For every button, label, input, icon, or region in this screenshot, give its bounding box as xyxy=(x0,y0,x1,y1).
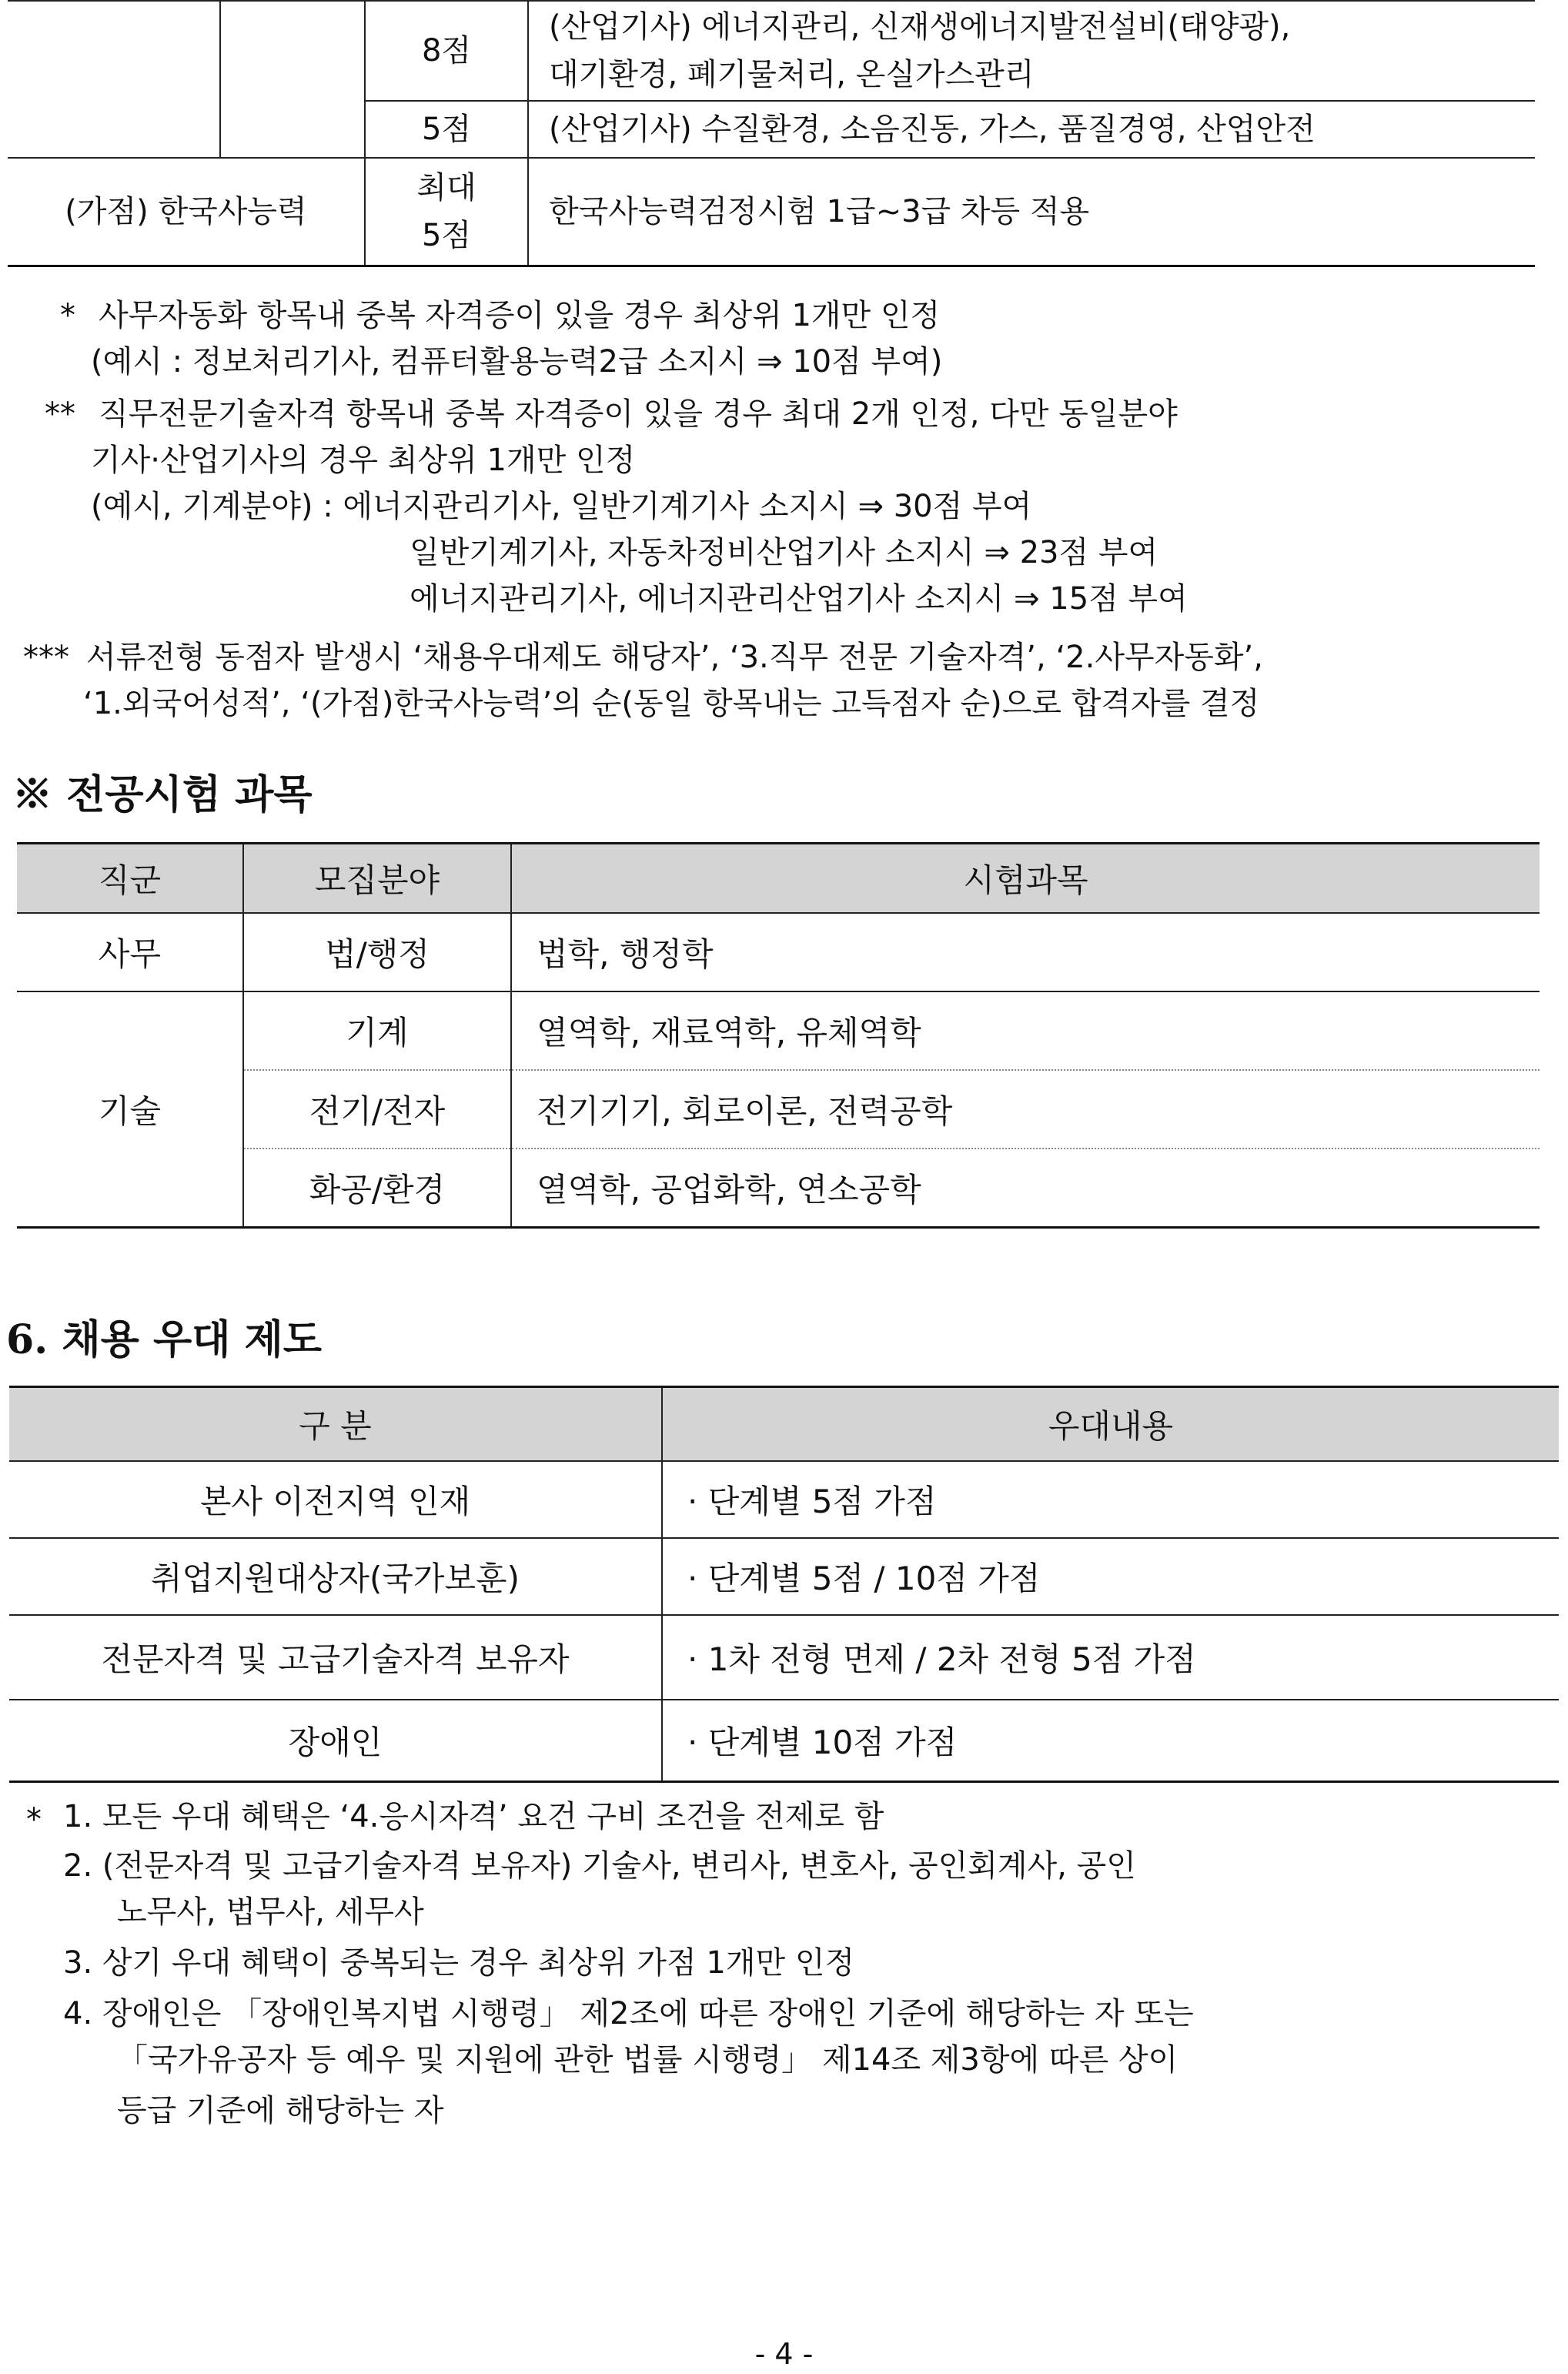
footnote-text: 노무사, 법무사, 세무사 xyxy=(117,1894,424,1930)
table-row xyxy=(17,1070,1540,1149)
benefit-cell: · 단계별 5점 / 10점 가점 xyxy=(662,1538,1559,1615)
table-row xyxy=(8,158,1535,266)
subcategory-cell xyxy=(220,1,365,158)
note-text: 직무전문기술자격 항목내 중복 자격증이 있을 경우 최대 2개 인정, 다만 동일분야 xyxy=(99,396,1178,432)
score-cell xyxy=(365,158,528,266)
field-cell: 기계 xyxy=(243,991,511,1070)
note-mark: *** xyxy=(23,640,69,675)
category-cell: (가점) 한국사능력 xyxy=(8,158,365,266)
category-cell xyxy=(8,1,220,158)
content-cell xyxy=(528,1,1535,101)
note-text: ‘1.외국어성적’, ‘(가점)한국사능력’의 순(동일 항목내는 고득점자 순)으로 합격자를 결정 xyxy=(83,686,1260,721)
column-header: 구 분 xyxy=(9,1387,662,1462)
page-number: - 4 - xyxy=(754,2337,814,2371)
footnote-text: 4. 장애인은 「장애인복지법 시행령」 제2조에 따른 장애인 기준에 해당하는 자 또는 xyxy=(63,1996,1194,2031)
note-mark: ** xyxy=(45,396,75,432)
content-line: (산업기사) 에너지관리, 신재생에너지발전설비(태양광), xyxy=(549,9,1291,45)
benefit-cell: · 단계별 10점 가점 xyxy=(662,1700,1559,1782)
table-row xyxy=(17,1149,1540,1228)
table-row xyxy=(9,1700,1559,1782)
field-cell: 전기/전자 xyxy=(243,1070,511,1149)
table-row xyxy=(9,1615,1559,1700)
group-cell: 사무 xyxy=(17,913,243,991)
category-cell: 전문자격 및 고급기술자격 보유자 xyxy=(9,1615,662,1700)
score-cell: 5점 xyxy=(365,101,528,158)
section-title: 6. 채용 우대 제도 xyxy=(6,1316,322,1363)
footnote-text: 「국가유공자 등 예우 및 지원에 관한 법률 시행령」 제14조 제3항에 따른 상이 xyxy=(117,2042,1179,2078)
benefit-cell: · 1차 전형 면제 / 2차 전형 5점 가점 xyxy=(662,1615,1559,1700)
category-cell: 장애인 xyxy=(9,1700,662,1782)
subject-cell: 열역학, 재료역학, 유체역학 xyxy=(511,991,1540,1070)
note-mark: * xyxy=(60,298,75,333)
column-header: 모집분야 xyxy=(243,844,511,914)
footnote-text: 등급 기준에 해당하는 자 xyxy=(117,2093,444,2128)
note-text: 일반기계기사, 자동차정비산업기사 소지시 ⇒ 23점 부여 xyxy=(410,535,1158,570)
footnote-text: 3. 상기 우대 혜택이 중복되는 경우 최상위 가점 1개만 인정 xyxy=(63,1945,855,1981)
score-line: 최대 xyxy=(416,169,476,206)
note-text: 사무자동화 항목내 중복 자격증이 있을 경우 최상위 1개만 인정 xyxy=(99,298,941,333)
note-text: 에너지관리기사, 에너지관리산업기사 소지시 ⇒ 15점 부여 xyxy=(410,581,1188,617)
subject-cell: 법학, 행정학 xyxy=(511,913,1540,991)
footnote-text: 1. 모든 우대 혜택은 ‘4.응시자격’ 요건 구비 조건을 전제로 함 xyxy=(63,1799,884,1834)
subject-cell: 전기기기, 회로이론, 전력공학 xyxy=(511,1070,1540,1149)
certificate-score-table xyxy=(8,0,1535,267)
category-cell: 본사 이전지역 인재 xyxy=(9,1461,662,1538)
footnote-text: 2. (전문자격 및 고급기술자격 보유자) 기술사, 변리사, 변호사, 공인회계사, 공인 xyxy=(63,1848,1136,1884)
column-header: 우대내용 xyxy=(662,1387,1559,1462)
preferential-treatment-table xyxy=(9,1386,1559,1783)
subject-cell: 열역학, 공업화학, 연소공학 xyxy=(511,1149,1540,1228)
content-cell: (산업기사) 수질환경, 소음진동, 가스, 품질경영, 산업안전 xyxy=(528,101,1535,158)
content-line: 대기환경, 폐기물처리, 온실가스관리 xyxy=(549,57,1035,92)
group-cell: 기술 xyxy=(17,991,243,1228)
table-row xyxy=(9,1461,1559,1538)
table-row xyxy=(17,991,1540,1070)
category-cell: 취업지원대상자(국가보훈) xyxy=(9,1538,662,1615)
table-header-row xyxy=(17,844,1540,914)
footnote-mark: * xyxy=(26,1802,42,1837)
field-cell: 법/행정 xyxy=(243,913,511,991)
note-text: (예시, 기계분야) : 에너지관리기사, 일반기계기사 소지시 ⇒ 30점 부여 xyxy=(91,489,1032,524)
major-subjects-table xyxy=(17,842,1540,1229)
column-header: 시험과목 xyxy=(511,844,1540,914)
table-row xyxy=(17,913,1540,991)
table-row xyxy=(9,1538,1559,1615)
section-title: ※ 전공시험 과목 xyxy=(12,771,313,818)
note-text: 기사·산업기사의 경우 최상위 1개만 인정 xyxy=(91,443,636,478)
field-cell: 화공/환경 xyxy=(243,1149,511,1228)
content-cell: 한국사능력검정시험 1급~3급 차등 적용 xyxy=(528,158,1535,266)
benefit-cell: · 단계별 5점 가점 xyxy=(662,1461,1559,1538)
column-header: 직군 xyxy=(17,844,243,914)
table-row xyxy=(8,1,1535,101)
score-cell: 8점 xyxy=(365,1,528,101)
score-line: 5점 xyxy=(421,217,472,253)
note-text: 서류전형 동점자 발생시 ‘채용우대제도 해당자’, ‘3.직무 전문 기술자격’, ‘2.사무자동화’, xyxy=(86,640,1263,675)
table-header-row xyxy=(9,1387,1559,1462)
note-text: (예시 : 정보처리기사, 컴퓨터활용능력2급 소지시 ⇒ 10점 부여) xyxy=(91,344,943,380)
